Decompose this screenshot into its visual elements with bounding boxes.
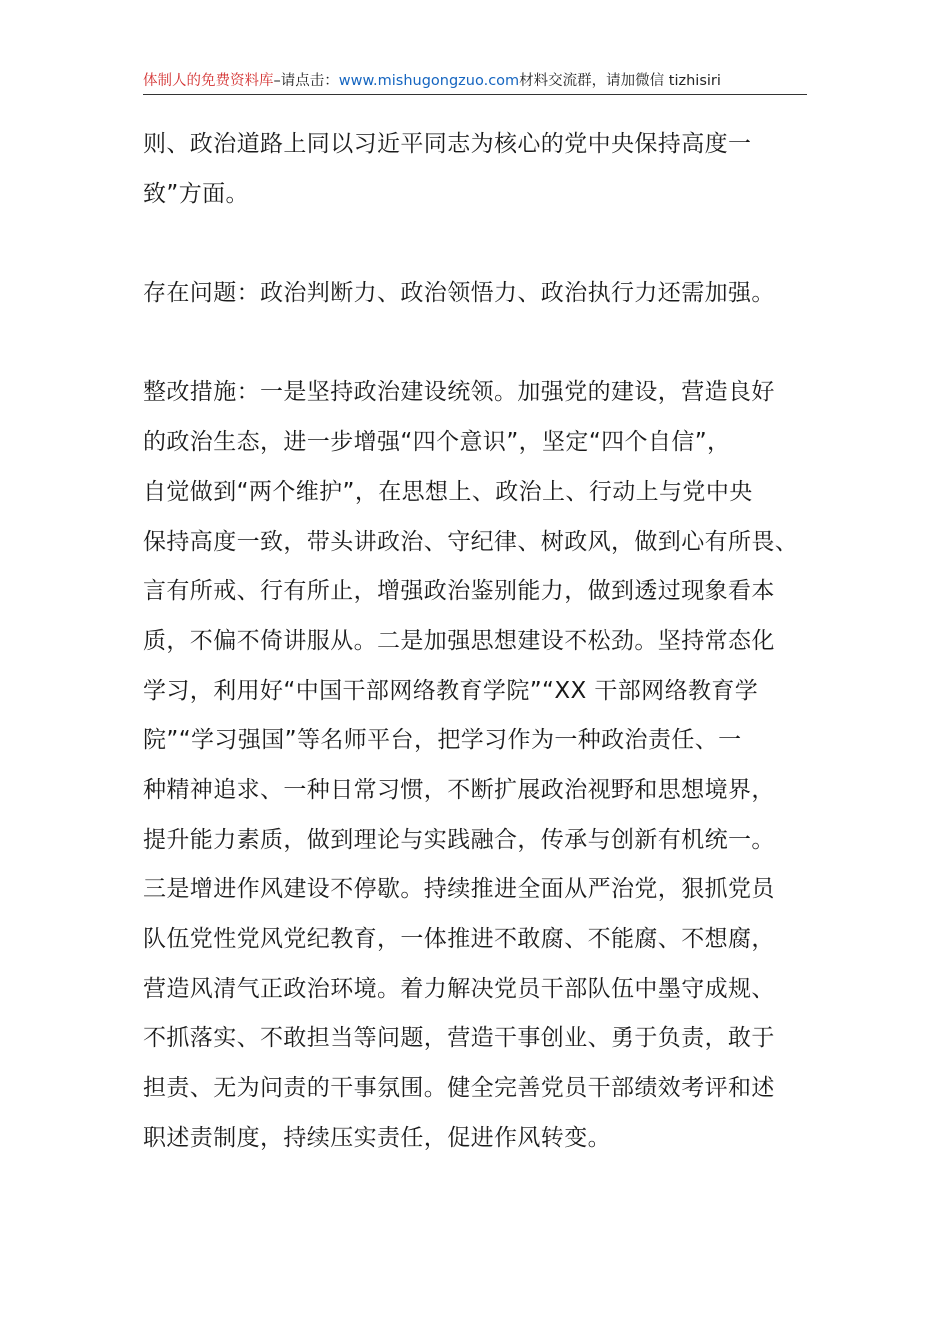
paragraph-1: [143, 120, 811, 219]
text-line: 存在问题：政治判断力、政治领悟力、政治执行力还需加强。: [143, 280, 775, 307]
text-line: 的政治生态，进一步增强“四个意识”，坚定“四个自信”，: [143, 429, 731, 456]
text-line: 致”方面。: [143, 180, 249, 207]
text-line: 院”“学习强国”等名师平台，把学习作为一种政治责任、一: [143, 727, 742, 754]
text-line: 质，不偏不倚讲服从。二是加强思想建设不松劲。坚持常态化: [143, 627, 775, 654]
header-prompt: –请点击：: [273, 73, 339, 89]
page-header: [143, 68, 807, 95]
text-line: 保持高度一致，带头讲政治、守纪律、树政风，做到心有所畏、: [143, 528, 799, 555]
text-line: 言有所戒、行有所止，增强政治鉴别能力，做到透过现象看本: [143, 578, 775, 605]
header-brand[interactable]: 体制人的免费资料库: [143, 73, 274, 89]
text-line: 则、政治道路上同以习近平同志为核心的党中央保持高度一: [143, 131, 752, 157]
text-line: 提升能力素质，做到理论与实践融合，传承与创新有机统一。: [143, 826, 775, 853]
paragraph-3: [143, 368, 811, 1163]
text-line: 营造风清气正政治环境。着力解决党员干部队伍中墨守成规、: [143, 975, 775, 1002]
text-line: 自觉做到“两个维护”，在思想上、政治上、行动上与党中央: [143, 478, 753, 505]
text-line: 种精神追求、一种日常习惯，不断扩展政治视野和思想境界，: [143, 776, 775, 803]
header-url-link[interactable]: www.mishugongzuo.com: [338, 73, 520, 89]
text-line: 整改措施：一是坚持政治建设统领。加强党的建设，营造良好: [143, 379, 775, 406]
document-body: [143, 120, 811, 1163]
text-line: 职述责制度，持续压实责任，促进作风转变。: [143, 1124, 611, 1151]
header-contact: 材料交流群，请加微信 tizhisiri: [519, 73, 721, 89]
text-line: 三是增进作风建设不停歇。持续推进全面从严治党，狠抓党员: [143, 876, 775, 903]
text-line: 不抓落实、不敢担当等问题，营造干事创业、勇于负责，敢于: [143, 1025, 775, 1052]
paragraph-2: [143, 269, 811, 319]
text-line: 队伍党性党风党纪教育，一体推进不敢腐、不能腐、不想腐，: [143, 926, 775, 952]
text-line: 学习，利用好“中国干部网络教育学院”“XX 干部网络教育学: [143, 677, 759, 704]
text-line: 担责、无为问责的干事氛围。健全完善党员干部绩效考评和述: [143, 1075, 775, 1102]
